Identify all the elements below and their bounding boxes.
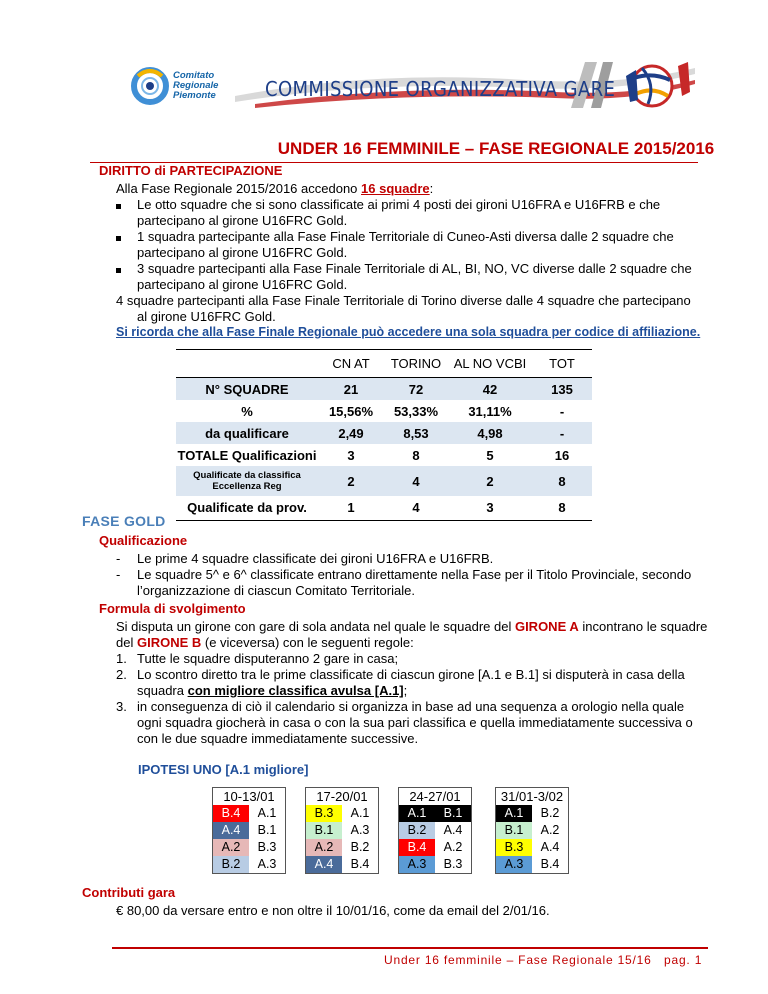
match-row: [496, 839, 568, 856]
quota-table: [176, 349, 592, 521]
rule-1: Tutte le squadre disputeranno 2 gare in casa;: [137, 651, 399, 666]
table-cell: 42: [482, 381, 498, 397]
round-date: 24-27/01: [409, 789, 461, 804]
formula-l1-c: incontrano le squadre: [578, 619, 708, 634]
logo-left-text: [173, 71, 218, 101]
schedule-round: [305, 787, 379, 874]
formula-heading: Formula di svolgimento: [99, 601, 246, 616]
home-team: A.2: [213, 839, 249, 856]
header-cell: [176, 350, 318, 378]
away-team: A.3: [342, 822, 378, 839]
bullet-1-line-2: partecipano al girone U16FRC Gold.: [137, 213, 348, 228]
girone-a-label: GIRONE A: [514, 619, 579, 634]
away-team: B.3: [249, 839, 285, 856]
table-cell: 21: [343, 381, 359, 397]
home-team: B.1: [496, 822, 532, 839]
diritto-intro: [116, 181, 433, 197]
footer-divider: [112, 947, 708, 949]
home-team: A.1: [399, 805, 435, 822]
bullet-icon: [116, 204, 121, 209]
away-team: B.2: [532, 805, 568, 822]
bullet-2-line-2: partecipano al girone U16FRC Gold.: [137, 245, 348, 260]
table-row: [176, 444, 592, 466]
row-label: da qualificare: [205, 425, 289, 441]
match-row: [399, 856, 471, 873]
rule-number: 3.: [116, 699, 127, 714]
home-team: A.4: [213, 822, 249, 839]
table-row: [176, 378, 592, 401]
table-row: [176, 496, 592, 520]
away-team: A.2: [532, 822, 568, 839]
qual-item-2: [137, 567, 691, 599]
rule-3-line-2: ogni squadra giocherà in casa o con la sua pari classifica e quella immediatamente successiva o: [137, 715, 693, 730]
schedule-round: [212, 787, 286, 874]
row-label: TOTALE Qualificazioni: [177, 447, 317, 463]
hypothesis-heading: IPOTESI UNO [A.1 migliore]: [138, 762, 309, 777]
schedule-round: [495, 787, 569, 874]
away-team: B.4: [532, 856, 568, 873]
header-cell: AL NO VCBI: [453, 356, 527, 371]
bullet-3-line-1: 3 squadre partecipanti alla Fase Finale Territoriale di AL, BI, NO, VC diverse dalle 2 squadre che: [137, 261, 692, 276]
table-cell: 4,98: [477, 425, 503, 441]
volleyball-logo: [590, 56, 705, 114]
away-team: B.2: [342, 839, 378, 856]
home-team: B.4: [213, 805, 249, 822]
table-cell: 4: [412, 500, 420, 516]
table-cell: -: [559, 403, 565, 419]
schedule-round: [398, 787, 472, 874]
table-cell: 2: [347, 473, 355, 489]
formula-line-1: [116, 619, 707, 635]
rule-2: [137, 667, 685, 699]
home-team: B.1: [306, 822, 342, 839]
table-row: [176, 466, 592, 496]
formula-l2-a: del: [116, 635, 137, 650]
page-number: pag. 1: [664, 953, 703, 967]
round-date: 10-13/01: [223, 789, 275, 804]
bullet-1-line-1: Le otto squadre che si sono classificate ai primi 4 posti dei gironi U16FRA e U16FRB e che: [137, 197, 661, 212]
qual-item-1: Le prime 4 squadre classificate dei gironi U16FRA e U16FRB.: [137, 551, 494, 566]
logo-line-3: Piemonte: [173, 90, 216, 101]
match-row: [306, 805, 378, 822]
away-team: B.1: [249, 822, 285, 839]
away-team: A.4: [435, 822, 471, 839]
away-team: A.3: [249, 856, 285, 873]
contributi-heading: Contributi gara: [82, 885, 176, 900]
rule-2-line-1: Lo scontro diretto tra le prime classificate di ciascun girone [A.1 e B.1] si disputerà in casa della: [137, 667, 685, 682]
bullet-2: [137, 229, 674, 261]
torino-line-1: 4 squadre partecipanti alla Fase Finale Territoriale di Torino diverse dalle 4 squadre che partecipano: [116, 293, 691, 308]
match-row: [399, 805, 471, 822]
away-team: A.1: [342, 805, 378, 822]
table-row: [176, 400, 592, 422]
table-cell: 2,49: [338, 425, 364, 441]
row-label: %: [241, 403, 253, 419]
torino-line-2: al girone U16FRC Gold.: [137, 309, 276, 324]
bullet-icon: [116, 236, 121, 241]
table-cell: 8: [558, 473, 566, 489]
bullet-2-line-1: 1 squadra partecipante alla Fase Finale Territoriale di Cuneo-Asti diversa dalle 2 squadre che: [137, 229, 674, 244]
table-cell: 3: [347, 447, 355, 463]
formula-text: [116, 619, 707, 651]
bullet-icon: [116, 268, 121, 273]
away-team: B.4: [342, 856, 378, 873]
match-row: [213, 856, 285, 873]
rule-3: [137, 699, 693, 747]
rule-2-a: squadra: [137, 683, 188, 698]
formula-l1-a: Si disputa un girone con gare di sola andata nel quale le squadre del: [116, 619, 515, 634]
away-team: A.2: [435, 839, 471, 856]
round-date: 17-20/01: [316, 789, 368, 804]
match-row: [399, 839, 471, 856]
page-title-text: UNDER 16 FEMMINILE – FASE REGIONALE 2015/2016: [277, 139, 715, 158]
qualificazione-heading: Qualificazione: [99, 533, 188, 548]
row-label: N° SQUADRE: [205, 381, 289, 397]
home-team: B.3: [496, 839, 532, 856]
match-row: [399, 822, 471, 839]
home-team: A.4: [306, 856, 342, 873]
home-team: B.3: [306, 805, 342, 822]
match-row: [306, 839, 378, 856]
formula-line-2: [116, 635, 707, 651]
home-team: B.4: [399, 839, 435, 856]
table-cell: 8,53: [403, 425, 429, 441]
dash-icon: -: [116, 551, 121, 566]
home-team: A.3: [399, 856, 435, 873]
paragraph-torino: [116, 293, 691, 325]
table-cell: 2: [486, 473, 494, 489]
table-cell: 1: [347, 500, 355, 516]
table-cell: 4: [412, 473, 420, 489]
qual-item-2-line-1: Le squadre 5^ e 6^ classificate entrano direttamente nella Fase per il Titolo Provinciale, secondo: [137, 567, 692, 582]
table-row: [176, 422, 592, 444]
dash-icon: -: [116, 567, 121, 582]
table-cell: 8: [558, 500, 566, 516]
away-team: B.3: [435, 856, 471, 873]
header-cell: CN AT: [332, 356, 370, 371]
logo-line-1: Comitato: [173, 70, 215, 81]
rule-number: 2.: [116, 667, 127, 682]
rule-3-line-3: con le due squadre immediatamente successive.: [137, 731, 419, 746]
rule-2-emphasis: con migliore classifica avulsa [A.1]: [187, 683, 404, 698]
table-cell: 31,11%: [468, 403, 512, 419]
diritto-heading: DIRITTO di PARTECIPAZIONE: [99, 163, 283, 178]
home-team: A.1: [496, 805, 532, 822]
away-team: B.1: [435, 805, 471, 822]
rule-2-line-2: [137, 683, 685, 699]
bullet-3: [137, 261, 692, 293]
match-row: [213, 805, 285, 822]
home-team: A.2: [306, 839, 342, 856]
table-cell: 16: [554, 447, 570, 463]
formula-l2-c: (e viceversa) con le seguenti regole:: [201, 635, 414, 650]
diritto-intro-post: :: [429, 181, 434, 196]
match-row: [306, 822, 378, 839]
table-cell: 15,56%: [328, 403, 374, 419]
row-label: Qualificate da classifica Eccellenza Reg: [193, 470, 301, 492]
table-cell: -: [559, 425, 565, 441]
match-row: [213, 839, 285, 856]
page-title: [0, 139, 768, 159]
table-cell: 135: [551, 381, 573, 397]
girone-b-label: GIRONE B: [136, 635, 202, 650]
away-team: A.1: [249, 805, 285, 822]
row-label: Qualificate da prov.: [187, 500, 307, 516]
table-cell: 8: [412, 447, 420, 463]
match-row: [496, 856, 568, 873]
match-row: [306, 856, 378, 873]
match-row: [496, 805, 568, 822]
match-row: [496, 822, 568, 839]
diritto-intro-count: 16 squadre: [361, 181, 430, 196]
fase-gold-heading: FASE GOLD: [82, 513, 166, 529]
round-date: 31/01-3/02: [500, 789, 564, 804]
commission-title: COMMISSIONE ORGANIZZATIVA GARE: [265, 77, 616, 101]
header-cell: TORINO: [390, 356, 442, 371]
home-team: A.3: [496, 856, 532, 873]
away-team: A.4: [532, 839, 568, 856]
contributi-text: € 80,00 da versare entro e non oltre il 10/01/16, come da email del 2/01/16.: [116, 903, 550, 918]
table-cell: 5: [486, 447, 494, 463]
header-cell: TOT: [549, 356, 575, 371]
qual-item-2-line-2: l’organizzazione di ciascun Comitato Territoriale.: [137, 583, 415, 598]
home-team: B.2: [399, 822, 435, 839]
table-header-row: [176, 350, 592, 378]
logo-line-2: Regionale: [173, 80, 219, 91]
rule-3-line-1: in conseguenza di ciò il calendario si organizza in base ad una sequenza a orologio nella quale: [137, 699, 685, 714]
footer-text: Under 16 femminile – Fase Regionale 15/16: [384, 953, 652, 967]
rule-2-c: ;: [403, 683, 408, 698]
match-row: [213, 822, 285, 839]
bullet-3-line-2: partecipano al girone U16FRC Gold.: [137, 277, 348, 292]
table-cell: 72: [408, 381, 424, 397]
affiliation-note: Si ricorda che alla Fase Finale Regionale può accedere una sola squadra per codice di affiliazione.: [116, 325, 701, 339]
table-cell: 3: [486, 500, 494, 516]
bullet-1: [137, 197, 660, 229]
home-team: B.2: [213, 856, 249, 873]
table-cell: 53,33%: [393, 403, 439, 419]
diritto-intro-pre: Alla Fase Regionale 2015/2016 accedono: [116, 181, 362, 196]
rule-number: 1.: [116, 651, 127, 666]
